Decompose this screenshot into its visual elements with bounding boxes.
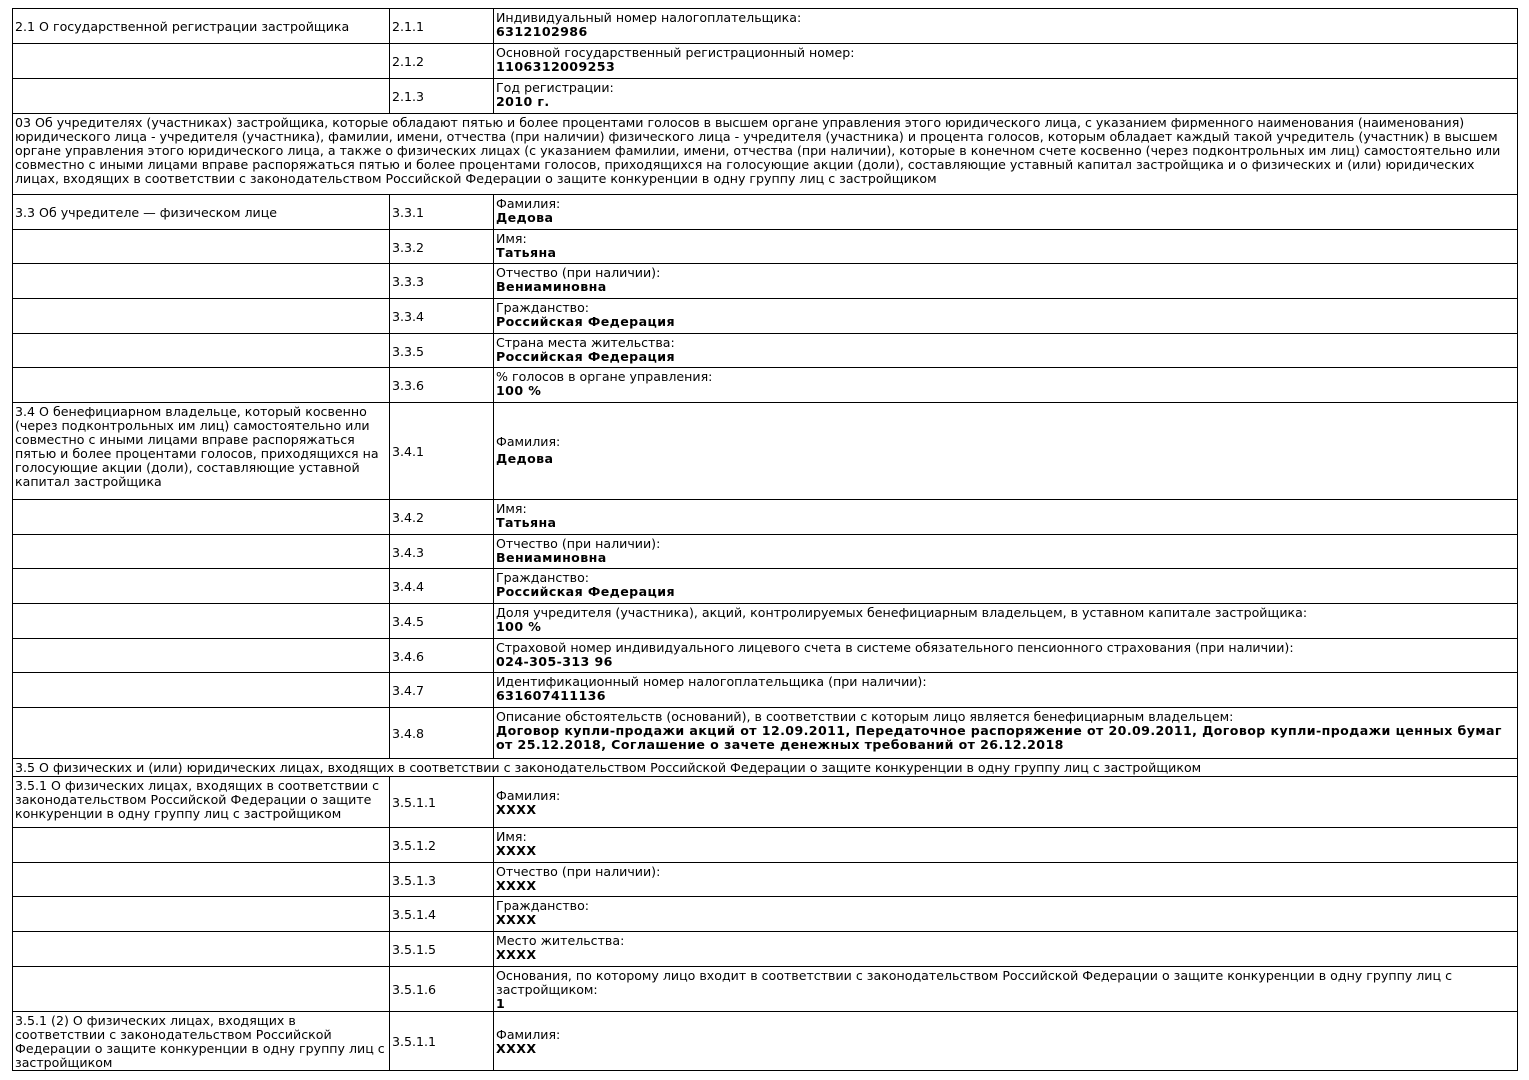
table-row	[13, 708, 1518, 759]
field-value: XXXX	[496, 947, 537, 962]
code-cell: 2.1.3	[390, 79, 494, 114]
field-label: Описание обстоятельств (оснований), в соответствии с которым лицо является бенефициарным владельцем:	[496, 709, 1234, 724]
table-row	[13, 403, 1518, 500]
table-row	[13, 932, 1518, 967]
code-cell: 3.3.1	[390, 195, 494, 230]
section-cell	[13, 897, 390, 932]
table-row	[13, 1012, 1518, 1071]
code-cell: 3.4.1	[390, 403, 494, 500]
section-cell	[13, 932, 390, 967]
table-row	[13, 334, 1518, 368]
value-cell	[494, 44, 1518, 79]
field-value: 6312102986	[496, 24, 588, 39]
section-cell	[13, 828, 390, 863]
field-value: 631607411136	[496, 688, 606, 703]
table-row	[13, 967, 1518, 1012]
field-value: 2010 г.	[496, 94, 550, 109]
field-value: XXXX	[496, 1041, 537, 1056]
field-label: Фамилия:	[496, 788, 561, 803]
field-label: Гражданство:	[496, 570, 590, 585]
value-cell	[494, 368, 1518, 403]
field-label: Фамилия:	[496, 196, 561, 211]
field-label: Год регистрации:	[496, 80, 614, 95]
section-cell	[13, 264, 390, 299]
table-row	[13, 195, 1518, 230]
section-cell	[13, 79, 390, 114]
field-label: Гражданство:	[496, 898, 590, 913]
value-cell	[494, 9, 1518, 44]
field-label: Доля учредителя (участника), акций, контролируемых бенефициарным владельцем, в уставном капитале застройщика:	[496, 605, 1308, 620]
code-cell: 2.1.1	[390, 9, 494, 44]
table-row	[13, 230, 1518, 264]
field-value: 024-305-313 96	[496, 654, 613, 669]
code-cell: 3.5.1.5	[390, 932, 494, 967]
value-cell	[494, 673, 1518, 708]
field-label: Индивидуальный номер налогоплательщика:	[496, 10, 802, 25]
table-row	[13, 673, 1518, 708]
value-cell	[494, 79, 1518, 114]
section-cell	[13, 673, 390, 708]
field-label: Идентификационный номер налогоплательщика (при наличии):	[496, 674, 927, 689]
table-row	[13, 639, 1518, 673]
field-value: 100 %	[496, 619, 542, 634]
field-value: Российская Федерация	[496, 349, 675, 364]
code-cell: 3.3.3	[390, 264, 494, 299]
value-cell	[494, 897, 1518, 932]
table-row	[13, 299, 1518, 334]
field-label: Имя:	[496, 829, 527, 844]
field-label: Гражданство:	[496, 300, 590, 315]
table-row	[13, 604, 1518, 639]
code-cell: 3.4.3	[390, 535, 494, 569]
table-row	[13, 79, 1518, 114]
value-cell	[494, 863, 1518, 897]
table-row	[13, 9, 1518, 44]
field-value: Дедова	[496, 210, 554, 225]
value-cell	[494, 569, 1518, 604]
code-cell: 3.4.2	[390, 500, 494, 535]
field-label: Имя:	[496, 231, 527, 246]
value-cell	[494, 639, 1518, 673]
field-value: 100 %	[496, 383, 542, 398]
code-cell: 3.3.5	[390, 334, 494, 368]
value-cell	[494, 932, 1518, 967]
field-value: Татьяна	[496, 245, 557, 260]
code-cell: 3.4.5	[390, 604, 494, 639]
field-value: Российская Федерация	[496, 584, 675, 599]
field-label: Основной государственный регистрационный номер:	[496, 45, 855, 60]
section-cell: 3.5.1 О физических лицах, входящих в соответствии с законодательством Российской Федерации о защите конкуренции в одну группу лиц с застройщиком	[13, 777, 390, 828]
value-cell	[494, 299, 1518, 334]
field-label: Отчество (при наличии):	[496, 864, 661, 879]
value-cell	[494, 334, 1518, 368]
value-cell	[494, 500, 1518, 535]
section-cell	[13, 639, 390, 673]
field-label: Отчество (при наличии):	[496, 265, 661, 280]
section-cell: 3.4 О бенефициарном владельце, который косвенно (через подконтрольных им лиц) самостоятельно или совместно с иными лицами вправе распоряжаться пятью и более процентами голосов, приходящихся на голосующие акции (доли), составляющие уставной капитал застройщика	[13, 403, 390, 500]
table-row	[13, 863, 1518, 897]
section-cell	[13, 708, 390, 759]
field-value: 1106312009253	[496, 59, 616, 74]
table-row	[13, 759, 1518, 777]
field-value: XXXX	[496, 843, 537, 858]
section-cell	[13, 500, 390, 535]
section-cell	[13, 299, 390, 334]
value-cell	[494, 708, 1518, 759]
code-cell: 3.3.4	[390, 299, 494, 334]
section-cell	[13, 535, 390, 569]
value-cell	[494, 967, 1518, 1012]
table-row	[13, 897, 1518, 932]
table-row	[13, 114, 1518, 195]
section-cell	[13, 569, 390, 604]
founders-heading: 03 Об учредителях (участниках) застройщика, которые обладают пятью и более процентами голосов в высшем органе управления этого юридического лица, с указанием фирменного наименования (наименования) юридического лица - учредителя (участника), фамилии, имени, отчества (при наличии) физического лица - учредителя (участника) и процента голосов, которым обладает каждый такой учредитель (участник) в высшем органе управления этого юридического лица, а также о физических лицах (с указанием фамилии, имени, отчества (при наличии), которые в конечном счете косвенно (через подконтрольных им лиц) самостоятельно или совместно с иными лицами вправе распоряжаться пятью и более процентами голосов, приходящихся на голосующие акции (доли), составляющие уставный капитал застройщика и о физических и (или) юридических лицах, входящих в соответствии с законодательством Российской Федерации о защите конкуренции в одну группу лиц с застройщиком	[13, 114, 1518, 195]
table-row	[13, 777, 1518, 828]
field-value: XXXX	[496, 912, 537, 927]
code-cell: 3.3.2	[390, 230, 494, 264]
table-row	[13, 264, 1518, 299]
code-cell: 2.1.2	[390, 44, 494, 79]
section-cell: 2.1 О государственной регистрации застройщика	[13, 9, 390, 44]
section-cell	[13, 967, 390, 1012]
field-label: Фамилия:	[496, 1027, 561, 1042]
code-cell: 3.4.8	[390, 708, 494, 759]
field-label: Место жительства:	[496, 933, 625, 948]
value-cell	[494, 195, 1518, 230]
value-cell	[494, 604, 1518, 639]
field-value: XXXX	[496, 878, 537, 893]
field-label: Страховой номер индивидуального лицевого счета в системе обязательного пенсионного страхования (при наличии):	[496, 640, 1294, 655]
field-label: Основания, по которому лицо входит в соответствии с законодательством Российской Федерации о защите конкуренции в одну группу лиц с застройщиком:	[496, 968, 1452, 997]
value-cell	[494, 1012, 1518, 1071]
field-value: Вениаминовна	[496, 279, 607, 294]
code-cell: 3.5.1.4	[390, 897, 494, 932]
value-cell	[494, 535, 1518, 569]
field-value: 1	[496, 996, 506, 1011]
field-label: Фамилия:	[496, 434, 561, 449]
code-cell: 3.4.6	[390, 639, 494, 673]
table-row	[13, 569, 1518, 604]
field-value: Дедова	[496, 451, 554, 466]
section-cell	[13, 230, 390, 264]
code-cell: 3.4.4	[390, 569, 494, 604]
field-label: % голосов в органе управления:	[496, 369, 713, 384]
section-cell	[13, 334, 390, 368]
table-row	[13, 44, 1518, 79]
section-cell	[13, 863, 390, 897]
value-cell	[494, 403, 1518, 500]
section-cell	[13, 368, 390, 403]
section-cell: 3.5.1 (2) О физических лицах, входящих в соответствии с законодательством Российской Федерации о защите конкуренции в одну группу лиц с застройщиком	[13, 1012, 390, 1071]
field-label: Отчество (при наличии):	[496, 536, 661, 551]
section-cell	[13, 44, 390, 79]
field-label: Страна места жительства:	[496, 335, 675, 350]
value-cell	[494, 828, 1518, 863]
field-value: Вениаминовна	[496, 550, 607, 565]
table-row	[13, 368, 1518, 403]
code-cell: 3.5.1.2	[390, 828, 494, 863]
developer-info-table	[12, 8, 1518, 1071]
field-value: Договор купли-продажи акций от 12.09.2011, Передаточное распоряжение от 20.09.2011, Договор купли-продажи ценных бумаг от 25.12.2018, Соглашение о зачете денежных требований от 26.12.2018	[496, 723, 1502, 752]
section-cell: 3.3 Об учредителе — физическом лице	[13, 195, 390, 230]
field-value: Российская Федерация	[496, 314, 675, 329]
table-row	[13, 828, 1518, 863]
code-cell: 3.4.7	[390, 673, 494, 708]
value-cell	[494, 230, 1518, 264]
field-label: Имя:	[496, 501, 527, 516]
value-cell	[494, 777, 1518, 828]
table-row	[13, 535, 1518, 569]
section-cell	[13, 604, 390, 639]
field-value: XXXX	[496, 802, 537, 817]
field-value: Татьяна	[496, 515, 557, 530]
code-cell: 3.5.1.6	[390, 967, 494, 1012]
document-sheet	[12, 8, 1517, 1071]
table-row	[13, 500, 1518, 535]
group-heading: 3.5 О физических и (или) юридических лицах, входящих в соответствии с законодательством Российской Федерации о защите конкуренции в одну группу лиц с застройщиком	[13, 759, 1518, 777]
code-cell: 3.5.1.3	[390, 863, 494, 897]
code-cell: 3.5.1.1	[390, 777, 494, 828]
code-cell: 3.3.6	[390, 368, 494, 403]
value-cell	[494, 264, 1518, 299]
code-cell: 3.5.1.1	[390, 1012, 494, 1071]
